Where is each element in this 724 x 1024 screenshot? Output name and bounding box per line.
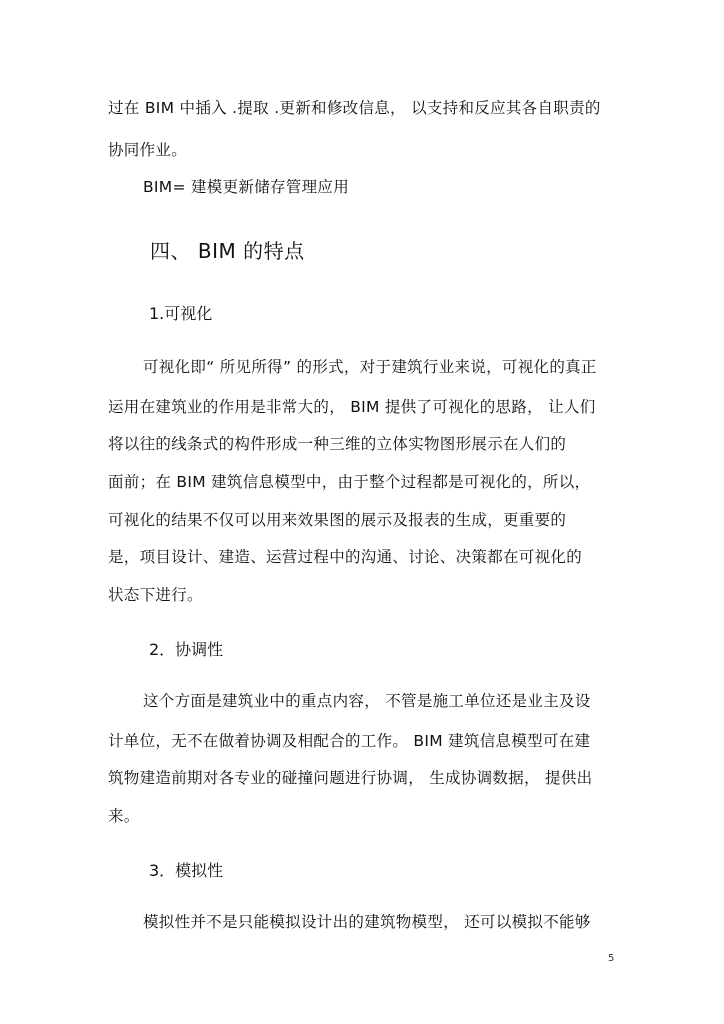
page-number: 5: [608, 953, 615, 964]
visualization-line-4: 面前；在 BIM 建筑信息模型中，由于整个过程都是可视化的，所以，: [108, 473, 591, 491]
coordination-line-1: 这个方面是建筑业中的重点内容， 不管是施工单位还是业主及设: [143, 692, 591, 710]
coordination-line-2: 计单位，无不在做着协调及相配合的工作。 BIM 建筑信息模型可在建: [108, 732, 591, 750]
subheading-visualization: 1.可视化: [149, 304, 213, 323]
subheading-coordination: 2．协调性: [149, 640, 224, 659]
intro-line-2: 协同作业。: [108, 141, 188, 159]
visualization-line-6: 是，项目设计、建造、运营过程中的沟通、讨论、决策都在可视化的: [108, 548, 583, 566]
coordination-line-3: 筑物建造前期对各专业的碰撞问题进行协调， 生成协调数据， 提供出: [108, 769, 593, 787]
visualization-line-7: 状态下进行。: [108, 586, 203, 604]
intro-line-1: 过在 BIM 中插入 .提取 .更新和修改信息， 以支持和反应其各自职责的: [108, 99, 601, 117]
visualization-line-5: 可视化的结果不仅可以用来效果图的展示及报表的生成，更重要的: [108, 511, 567, 529]
visualization-line-1: 可视化即“ 所见所得” 的形式，对于建筑行业来说，可视化的真正: [143, 358, 597, 376]
simulation-line-1: 模拟性并不是只能模拟设计出的建筑物模型， 还可以模拟不能够: [143, 913, 591, 931]
subheading-simulation: 3．模拟性: [149, 861, 224, 880]
visualization-line-2: 运用在建筑业的作用是非常大的， BIM 提供了可视化的思路， 让人们: [108, 398, 596, 416]
visualization-line-3: 将以往的线条式的构件形成一种三维的立体实物图形展示在人们的: [108, 435, 567, 453]
bim-formula: BIM= 建模更新储存管理应用: [143, 178, 349, 196]
coordination-line-4: 来。: [108, 807, 140, 825]
section-heading: 四、 BIM 的特点: [150, 239, 305, 263]
